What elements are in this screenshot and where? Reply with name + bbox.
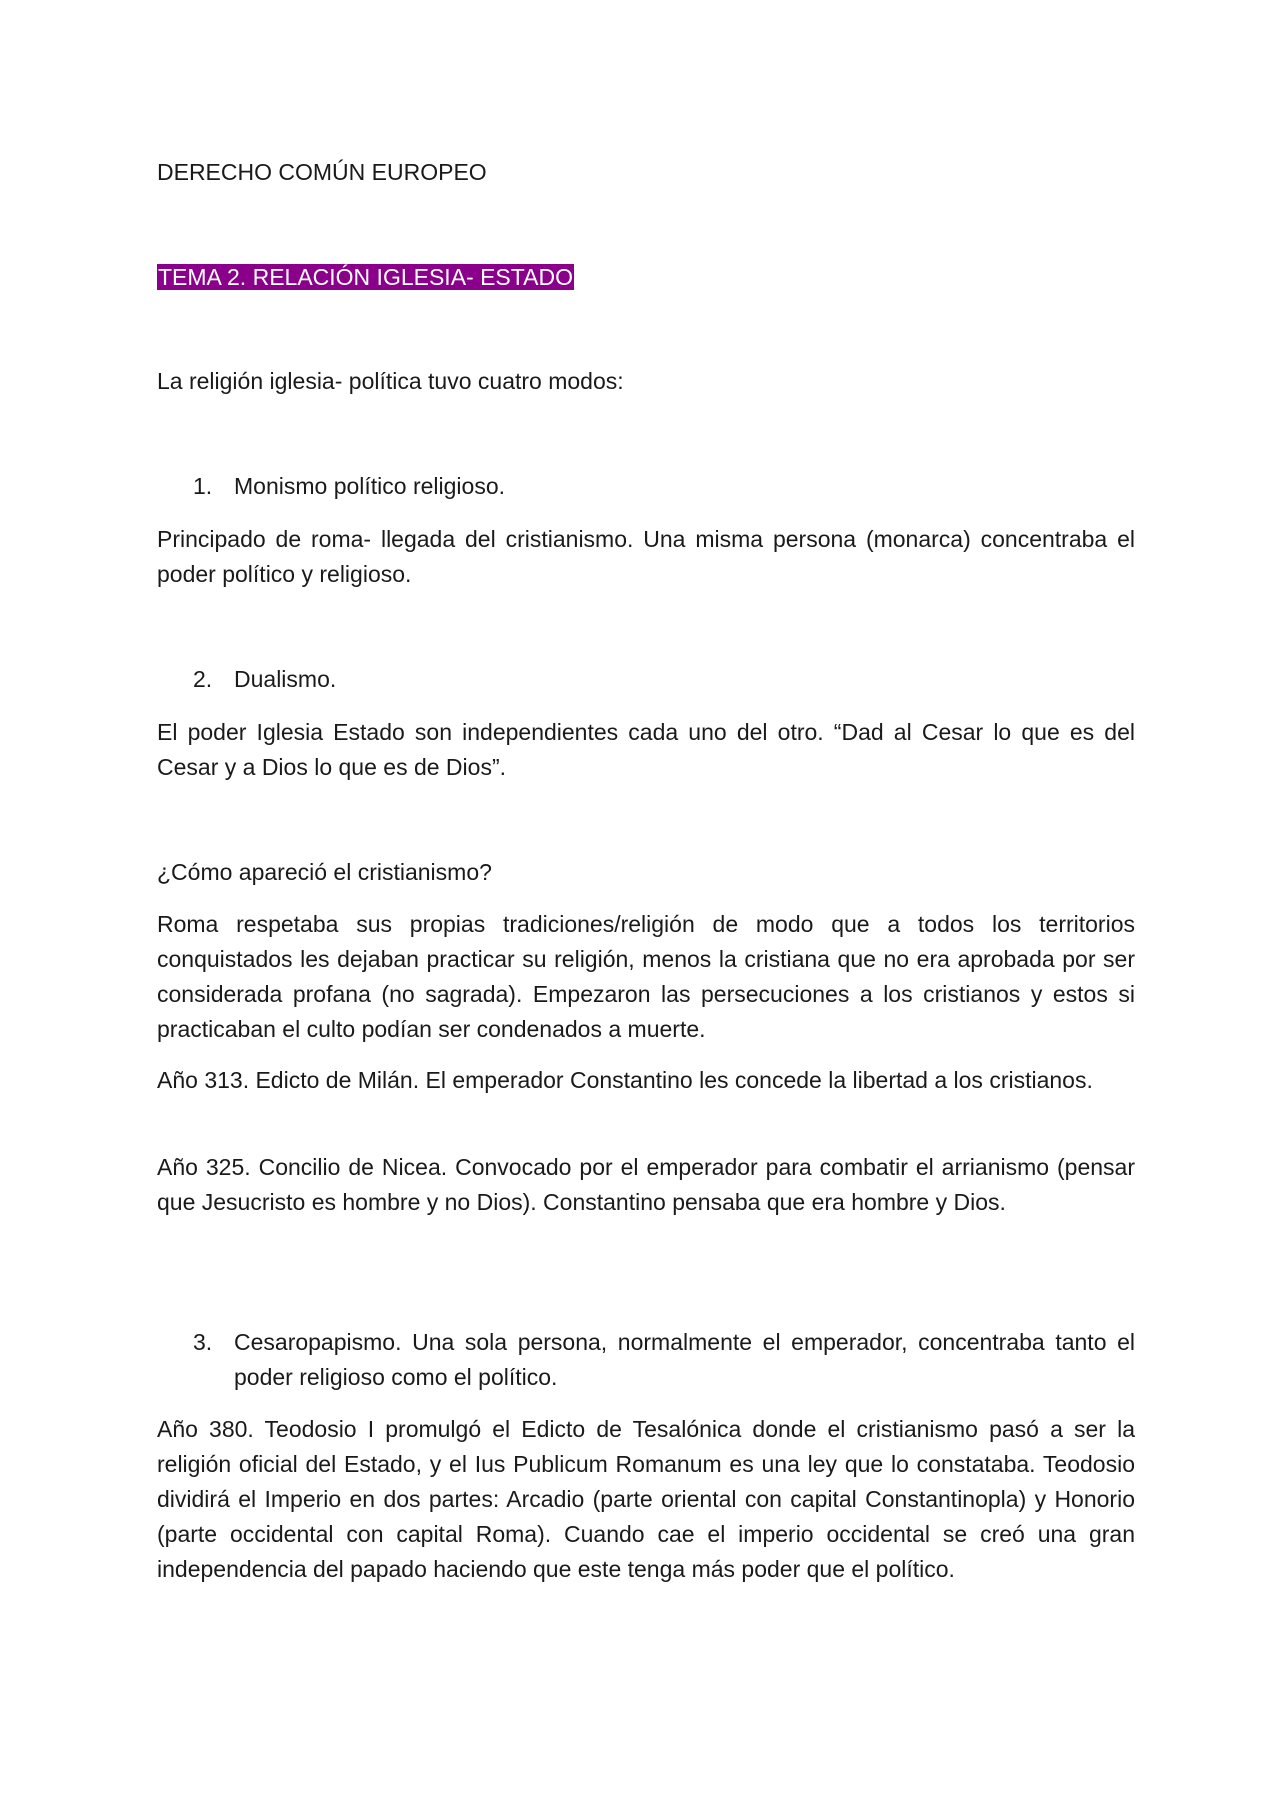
list-number: 3. <box>193 1329 213 1355</box>
list-item-1 <box>157 469 1135 504</box>
topic-title-line <box>157 260 1135 295</box>
list-text: Dualismo. <box>234 666 337 692</box>
list-text: Cesaropapismo. Una sola persona, normalmente el emperador, concentraba tanto el poder religioso como el político. <box>234 1329 1135 1390</box>
paragraph-dualismo: El poder Iglesia Estado son independientes cada uno del otro. “Dad al Cesar lo que es del Cesar y a Dios lo que es de Dios”. <box>157 719 1135 780</box>
list-number: 2. <box>193 666 213 692</box>
paragraph-monismo: Principado de roma- llegada del cristianismo. Una misma persona (monarca) concentraba el poder político y religioso. <box>157 526 1135 587</box>
list-text: Monismo político religioso. <box>234 473 506 499</box>
paragraph-313: Año 313. Edicto de Milán. El emperador Constantino les concede la libertad a los cristianos. <box>157 1067 1093 1093</box>
document-page <box>157 0 1135 1811</box>
list-number: 1. <box>193 473 213 499</box>
question-heading: ¿Cómo apareció el cristianismo? <box>157 859 492 885</box>
list-item-3 <box>157 1325 1135 1395</box>
document-title: DERECHO COMÚN EUROPEO <box>157 159 487 185</box>
paragraph-roma: Roma respetaba sus propias tradiciones/religión de modo que a todos los territorios conquistados les dejaban practicar su religión, menos la cristiana que no era aprobada por ser considerada profana (no sagrada). Empezaron las persecuciones a los cristianos y estos si practicaban el culto podían ser condenados a muerte. <box>157 911 1135 1042</box>
paragraph-380: Año 380. Teodosio I promulgó el Edicto de Tesalónica donde el cristianismo pasó a ser la religión oficial del Estado, y el Ius Publicum Romanum es una ley que lo constataba. Teodosio dividirá el Imperio en dos partes: Arcadio (parte oriental con capital Constantinopla) y Honorio (parte occidental con capital Roma). Cuando cae el imperio occidental se creó una gran independencia del papado haciendo que este tenga más poder que el político. <box>157 1416 1135 1582</box>
list-item-2 <box>157 662 1135 697</box>
intro-paragraph: La religión iglesia- política tuvo cuatro modos: <box>157 368 624 394</box>
topic-title: TEMA 2. RELACIÓN IGLESIA- ESTADO <box>158 264 573 290</box>
paragraph-325: Año 325. Concilio de Nicea. Convocado por el emperador para combatir el arrianismo (pensar que Jesucristo es hombre y no Dios). Constantino pensaba que era hombre y Dios. <box>157 1154 1135 1215</box>
